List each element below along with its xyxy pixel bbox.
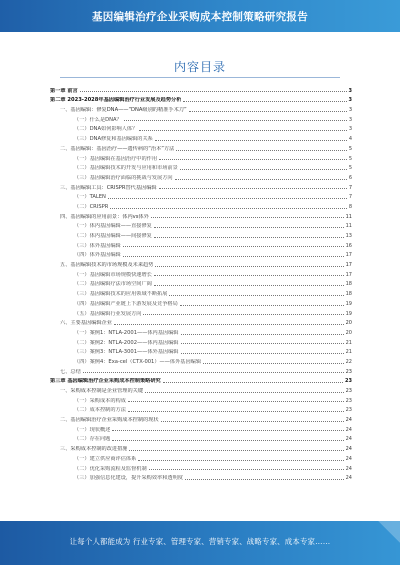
toc-page-number: 5 — [348, 165, 352, 172]
toc-section-entry[interactable] — [50, 210, 352, 220]
toc-entry-text: （二）存在问题 — [74, 436, 111, 443]
toc-dot-leader — [185, 479, 344, 480]
toc-dot-leader — [175, 179, 347, 180]
toc-dot-leader — [154, 275, 344, 276]
toc-chapter-entry[interactable] — [50, 94, 352, 104]
toc-entry-text: （四）体外基因编辑 — [74, 252, 121, 259]
toc-subsection-entry[interactable] — [50, 239, 352, 249]
toc-dot-leader — [169, 295, 343, 296]
toc-dot-leader — [154, 227, 344, 228]
toc-page-number: 3 — [348, 97, 352, 104]
toc-dot-leader — [112, 440, 343, 441]
toc-dot-leader — [159, 159, 347, 160]
toc-page-number: 17 — [345, 252, 352, 259]
toc-subsection-entry[interactable] — [50, 229, 352, 239]
toc-dot-leader — [145, 392, 344, 393]
toc-entry-text: （二）CRISPR — [74, 203, 109, 210]
toc-subsection-entry[interactable] — [50, 472, 352, 482]
toc-divider — [60, 77, 340, 78]
page-footer — [0, 521, 400, 565]
toc-subsection-entry[interactable] — [50, 152, 352, 162]
toc-dot-leader — [151, 217, 344, 218]
toc-section-entry[interactable] — [50, 103, 352, 113]
toc-entry-text: （三）案例3：NTLA-3001——体外基因编辑 — [74, 349, 179, 356]
toc-subsection-entry[interactable] — [50, 336, 352, 346]
toc-page-number: 24 — [345, 426, 352, 433]
toc-dot-leader — [189, 111, 347, 112]
toc-subsection-entry[interactable] — [50, 123, 352, 133]
toc-dot-leader — [80, 91, 347, 92]
toc-entry-text: 六、主要基因编辑企业 — [60, 320, 112, 327]
toc-page-number: 23 — [345, 388, 352, 394]
toc-entry-text: （二）优化采购流程及监督机制 — [74, 465, 147, 472]
toc-entry-text: （五）基因编辑行业发展方向 — [74, 310, 142, 317]
toc-section-entry[interactable] — [50, 142, 352, 152]
toc-page-number: 19 — [345, 310, 352, 317]
toc-page-number: 11 — [345, 223, 352, 230]
toc-dot-leader — [110, 208, 346, 209]
toc-entry-text: （三）基因编辑技术的应用领域不断拓展 — [74, 291, 168, 298]
toc-entry-text: （三）DNA修复和基因编辑的关系 — [74, 136, 153, 143]
toc-entry-text: 三、采购成本控制的改进措施 — [60, 446, 128, 453]
toc-subsection-entry[interactable] — [50, 307, 352, 317]
toc-page-number: 24 — [345, 436, 352, 443]
toc-page-number: 21 — [345, 339, 352, 346]
toc-subsection-entry[interactable] — [50, 278, 352, 288]
toc-entry-text: （二）基因编辑技术的开发与应用和市场前景 — [74, 165, 178, 172]
toc-entry-text: 第一章 前言 — [50, 87, 78, 94]
toc-page-number: 17 — [345, 271, 352, 278]
toc-subsection-entry[interactable] — [50, 346, 352, 356]
toc-dot-leader — [129, 450, 343, 451]
toc-entry-text: （三）体外基因编辑 — [74, 242, 121, 249]
toc-section-entry[interactable] — [50, 365, 352, 375]
toc-dot-leader — [123, 246, 344, 247]
toc-entry-text: 第三章 基因编辑治疗企业采购成本控制策略研究 — [50, 378, 161, 385]
toc-section-entry[interactable] — [50, 384, 352, 394]
toc-page-number: 23 — [345, 368, 352, 375]
toc-dot-leader — [180, 305, 344, 306]
toc-entry-text: 一、采购成本控制是企业管理的关键 — [60, 388, 144, 394]
toc-page-number: 4 — [348, 136, 352, 143]
toc-dot-leader — [203, 363, 344, 364]
toc-subsection-entry[interactable] — [50, 297, 352, 307]
toc-dot-leader — [159, 188, 347, 189]
toc-subsection-entry[interactable] — [50, 113, 352, 123]
toc-page-number: 5 — [348, 155, 352, 162]
toc-page-number: 3 — [348, 126, 352, 133]
toc-entry-text: 七、总结 — [60, 368, 81, 375]
toc-entry-text: 二、基因编辑：基因治疗——遗传病的“治本”方法 — [60, 145, 175, 152]
toc-subsection-entry[interactable] — [50, 162, 352, 172]
toc-entry-text: 二、基因编辑治疗企业采购成本控制的现状 — [60, 417, 159, 424]
toc-page-number: 3 — [348, 107, 352, 114]
toc-page-number: 22 — [345, 358, 352, 365]
toc-entry-text: （三）加强信息化建设，提升采购效率和透明度 — [74, 475, 183, 482]
toc-subsection-entry[interactable] — [50, 433, 352, 443]
toc-section-entry[interactable] — [50, 317, 352, 327]
toc-dot-leader — [181, 343, 344, 344]
report-title: 基因编辑治疗企业采购成本控制策略研究报告 — [92, 10, 308, 23]
toc-subsection-entry[interactable] — [50, 287, 352, 297]
toc-section-entry[interactable] — [50, 442, 352, 452]
toc-subsection-entry[interactable] — [50, 268, 352, 278]
toc-dot-leader — [155, 266, 343, 267]
toc-dot-leader — [161, 421, 344, 422]
toc-page-number: 23 — [345, 407, 352, 414]
toc-page-number: 7 — [348, 194, 352, 201]
toc-dot-leader — [149, 469, 344, 470]
toc-dot-leader — [128, 401, 344, 402]
toc-entry-text: 三、基因编辑工具：CRISPR替代基因编辑 — [60, 184, 157, 191]
toc-entry-text: 四、基因编辑的应用前景：体内vs体外 — [60, 213, 149, 220]
toc-dot-leader — [163, 382, 343, 383]
toc-entry-text: （一）案例1：NTLA-2001——体内基因编辑 — [74, 329, 179, 336]
toc-dot-leader — [114, 324, 344, 325]
toc-dot-leader — [143, 314, 343, 315]
toc-subsection-entry[interactable] — [50, 191, 352, 201]
toc-dot-leader — [124, 120, 347, 121]
toc-dot-leader — [112, 430, 343, 431]
toc-chapter-entry[interactable] — [50, 84, 352, 94]
toc-subsection-entry[interactable] — [50, 452, 352, 462]
toc-page-number: 6 — [348, 174, 352, 181]
toc-heading: 内容目录 — [173, 60, 226, 74]
toc-page-number: 17 — [345, 262, 352, 269]
toc-page-number: 23 — [345, 397, 352, 404]
toc-page-number: 19 — [345, 300, 352, 307]
toc-subsection-entry[interactable] — [50, 423, 352, 433]
toc-page-number: 13 — [345, 233, 352, 239]
toc-page-number: 8 — [348, 203, 352, 210]
toc-page-number: 3 — [348, 87, 352, 94]
toc-page-number: 23 — [345, 378, 352, 385]
toc-page-number: 21 — [345, 349, 352, 356]
toc-dot-leader — [123, 256, 344, 257]
toc-entry-text: 一、基因编辑：修复DNA——“DNA级别的精准手术刀” — [60, 107, 187, 114]
toc-page-number: 18 — [345, 291, 352, 298]
toc-entry-text: （一）建立供应商评估体系 — [74, 455, 137, 462]
toc-dot-leader — [176, 150, 346, 151]
toc-entry-text: （四）案例4：Exa-cel（CTX-001）——体外基因编辑 — [74, 358, 202, 365]
toc-entry-text: （一）基因编辑在基因治疗中的作用 — [74, 155, 158, 162]
toc-subsection-entry[interactable] — [50, 220, 352, 230]
toc-section-entry[interactable] — [50, 258, 352, 268]
toc-entry-text: （二）成本控制的方法 — [74, 407, 126, 414]
page-header — [0, 0, 400, 32]
toc-entry-text: （一）现状概述 — [74, 426, 111, 433]
toc-section-entry[interactable] — [50, 413, 352, 423]
footer-slogan: 让每个人都能成为 行业专家、管理专家、营销专家、战略专家、成本专家…… — [69, 537, 331, 546]
toc-entry-text: 第二章 2023-2028年基因编辑治疗行业发展及趋势分析 — [50, 97, 182, 104]
toc-section-entry[interactable] — [50, 181, 352, 191]
toc-subsection-entry[interactable] — [50, 404, 352, 414]
toc-page-number: 5 — [348, 145, 352, 152]
toc-subsection-entry[interactable] — [50, 200, 352, 210]
toc-dot-leader — [83, 372, 344, 373]
toc-page-number: 20 — [345, 320, 352, 327]
toc-page-number: 20 — [345, 329, 352, 336]
toc-page-number: 3 — [348, 116, 352, 123]
toc-dot-leader — [154, 237, 344, 238]
toc-dot-leader — [108, 198, 347, 199]
toc-page-number: 24 — [345, 417, 352, 424]
toc-dot-leader — [180, 169, 347, 170]
toc-entry-text: （二）案例2：NTLA-2002——体内基因编辑 — [74, 339, 179, 346]
toc-dot-leader — [139, 130, 347, 131]
toc-dot-leader — [183, 101, 346, 102]
toc-subsection-entry[interactable] — [50, 171, 352, 181]
toc-entry-text: （二）基因编辑疗法市场空间广阔 — [74, 281, 152, 288]
toc-dot-leader — [138, 460, 343, 461]
toc-entry-text: 五、基因编辑技术的市场规模及未来趋势 — [60, 262, 154, 269]
toc-entry-text: （四）基因编辑产业链上下游发展及竞争格局 — [74, 300, 178, 307]
toc-page-number: 24 — [345, 455, 352, 462]
toc-chapter-entry[interactable] — [50, 375, 352, 385]
toc-entry-text: （二）体内基因编辑——间接修复 — [74, 233, 152, 239]
toc-entry-text: （三）基因编辑治疗面临的挑战与发展方向 — [74, 174, 173, 181]
toc-page-number: 7 — [348, 184, 352, 191]
toc-subsection-entry[interactable] — [50, 326, 352, 336]
toc-subsection-entry[interactable] — [50, 394, 352, 404]
toc-subsection-entry[interactable] — [50, 249, 352, 259]
toc-subsection-entry[interactable] — [50, 132, 352, 142]
toc-entry-text: （一）基因编辑市场规模快速增长 — [74, 271, 152, 278]
toc-dot-leader — [128, 411, 344, 412]
table-of-contents — [50, 84, 352, 481]
toc-page-number: 16 — [345, 242, 352, 249]
toc-entry-text: （一）体内基因编辑——直接修复 — [74, 223, 152, 230]
toc-page-number: 18 — [345, 281, 352, 288]
toc-entry-text: （二）DNA如何影响人体？ — [74, 126, 138, 133]
toc-entry-text: （一）什么是DNA？ — [74, 116, 122, 123]
toc-page-number: 24 — [345, 465, 352, 472]
toc-entry-text: （一）采购成本的构成 — [74, 397, 126, 404]
toc-page-number: 24 — [345, 475, 352, 482]
toc-page-number: 24 — [345, 446, 352, 453]
toc-subsection-entry[interactable] — [50, 355, 352, 365]
toc-dot-leader — [154, 285, 344, 286]
toc-dot-leader — [181, 353, 344, 354]
toc-entry-text: （一）TALEN — [74, 194, 106, 201]
toc-page-number: 11 — [345, 213, 352, 220]
toc-dot-leader — [155, 140, 347, 141]
toc-dot-leader — [181, 334, 344, 335]
toc-subsection-entry[interactable] — [50, 462, 352, 472]
